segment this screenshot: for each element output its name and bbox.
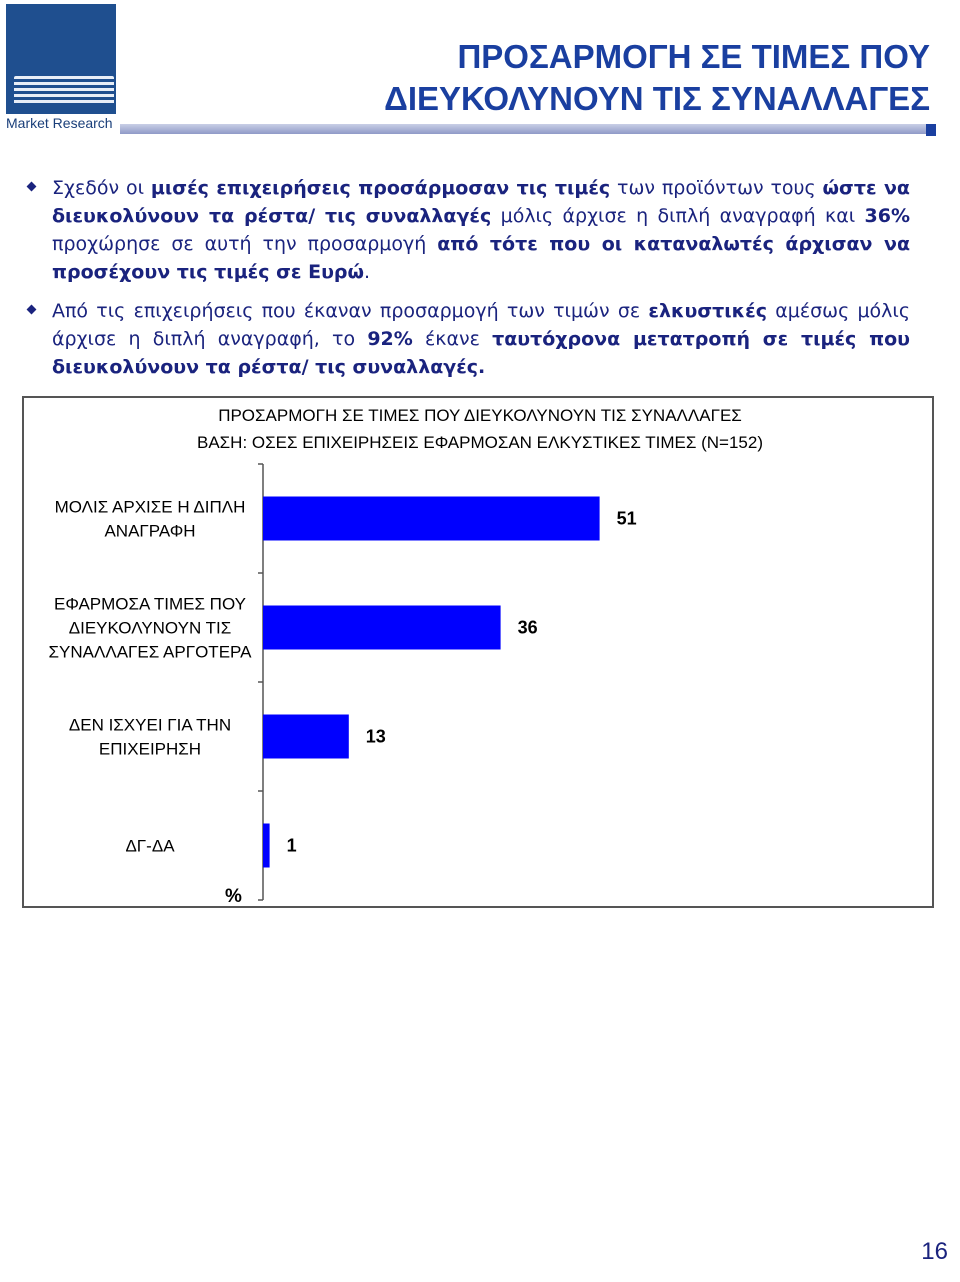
- category-label: ΑΝΑΓΡΑΦΗ: [104, 521, 196, 541]
- chart-title: ΠΡΟΣΑΡΜΟΓΗ ΣΕ ΤΙΜΕΣ ΠΟΥ ΔΙΕΥΚΟΛΥΝΟΥΝ ΤΙΣ ΣΥΝΑΛΛΑΓΕΣ: [218, 406, 742, 425]
- category-label: ΔΕΝ ΙΣΧΥΕΙ ΓΙΑ ΤΗΝ: [68, 715, 232, 735]
- page-title-line-2: ΔΙΕΥΚΟΛΥΝΟΥΝ ΤΙΣ ΣΥΝΑΛΛΑΓΕΣ: [384, 80, 930, 117]
- bullet-segment: μισές επιχειρήσεις προσάρμοσαν τις τιμές: [150, 177, 611, 199]
- bullet-segment: έκανε: [412, 328, 493, 350]
- bullet-segment: Από τις επιχειρήσεις που έκαναν προσαρμογή των τιμών σε: [52, 300, 649, 322]
- category-label: ΔΓ-ΔΑ: [125, 836, 175, 856]
- bar: [263, 715, 349, 759]
- logo-caption: Market Research: [6, 115, 113, 131]
- bullet-segment: των προϊόντων τους: [610, 177, 823, 199]
- bar: [263, 824, 270, 868]
- page-title-line-1: ΠΡΟΣΑΡΜΟΓΗ ΣΕ ΤΙΜΕΣ ΠΟΥ: [457, 38, 930, 75]
- bullet-segment: Σχεδόν οι: [52, 177, 151, 199]
- bullet-segment: μόλις άρχισε η διπλή αναγραφή και: [491, 205, 865, 227]
- chart-subtitle: ΒΑΣΗ: ΟΣΕΣ ΕΠΙΧΕΙΡΗΣΕΙΣ ΕΦΑΡΜΟΣΑΝ ΕΛΚΥΣΤΙΚΕΣ ΤΙΜΕΣ (Ν=152): [196, 433, 763, 452]
- category-label: ΣΥΝΑΛΛΑΓΕΣ ΑΡΓΟΤΕΡΑ: [48, 642, 252, 662]
- data-label: 36: [517, 617, 538, 638]
- page-number: 16: [921, 1238, 948, 1265]
- data-label: 51: [616, 508, 637, 529]
- bullet-segment: 36%: [864, 205, 911, 227]
- category-label: ΜΟΛΙΣ ΑΡΧΙΣΕ Η ΔΙΠΛΗ: [54, 497, 246, 517]
- category-label: ΕΠΙΧΕΙΡΗΣΗ: [98, 739, 202, 759]
- data-label: 1: [286, 835, 297, 856]
- bar: [263, 606, 501, 650]
- bullet-segment: αμέσως μόλις άρχισε η διπλή αναγραφή, το: [52, 300, 910, 350]
- bullet-segment: ελκυστικές: [648, 300, 767, 322]
- bullet-segment: προχώρησε σε αυτή την προσαρμογή: [52, 233, 438, 255]
- category-label: ΔΙΕΥΚΟΛΥΝΟΥΝ ΤΙΣ: [68, 618, 232, 638]
- category-label: ΕΦΑΡΜΟΣΑ ΤΙΜΕΣ ΠΟΥ: [54, 594, 246, 614]
- bullet-segment: .: [364, 261, 371, 283]
- unit-label: %: [225, 886, 242, 907]
- bullet-segment: ταυτόχρονα μετατροπή σε τιμές που διευκολύνουν τα ρέστα/ τις συναλλαγές.: [52, 328, 910, 378]
- bullet-segment: 92%: [367, 328, 413, 350]
- bullet-segment: από τότε που οι καταναλωτές άρχισαν να προσέχουν τις τιμές σε Ευρώ: [52, 233, 911, 283]
- bullet-segment: ώστε να διευκολύνουν τα ρέστα/ τις συναλλαγές: [52, 177, 910, 227]
- data-label: 13: [365, 726, 386, 747]
- bar: [263, 497, 600, 541]
